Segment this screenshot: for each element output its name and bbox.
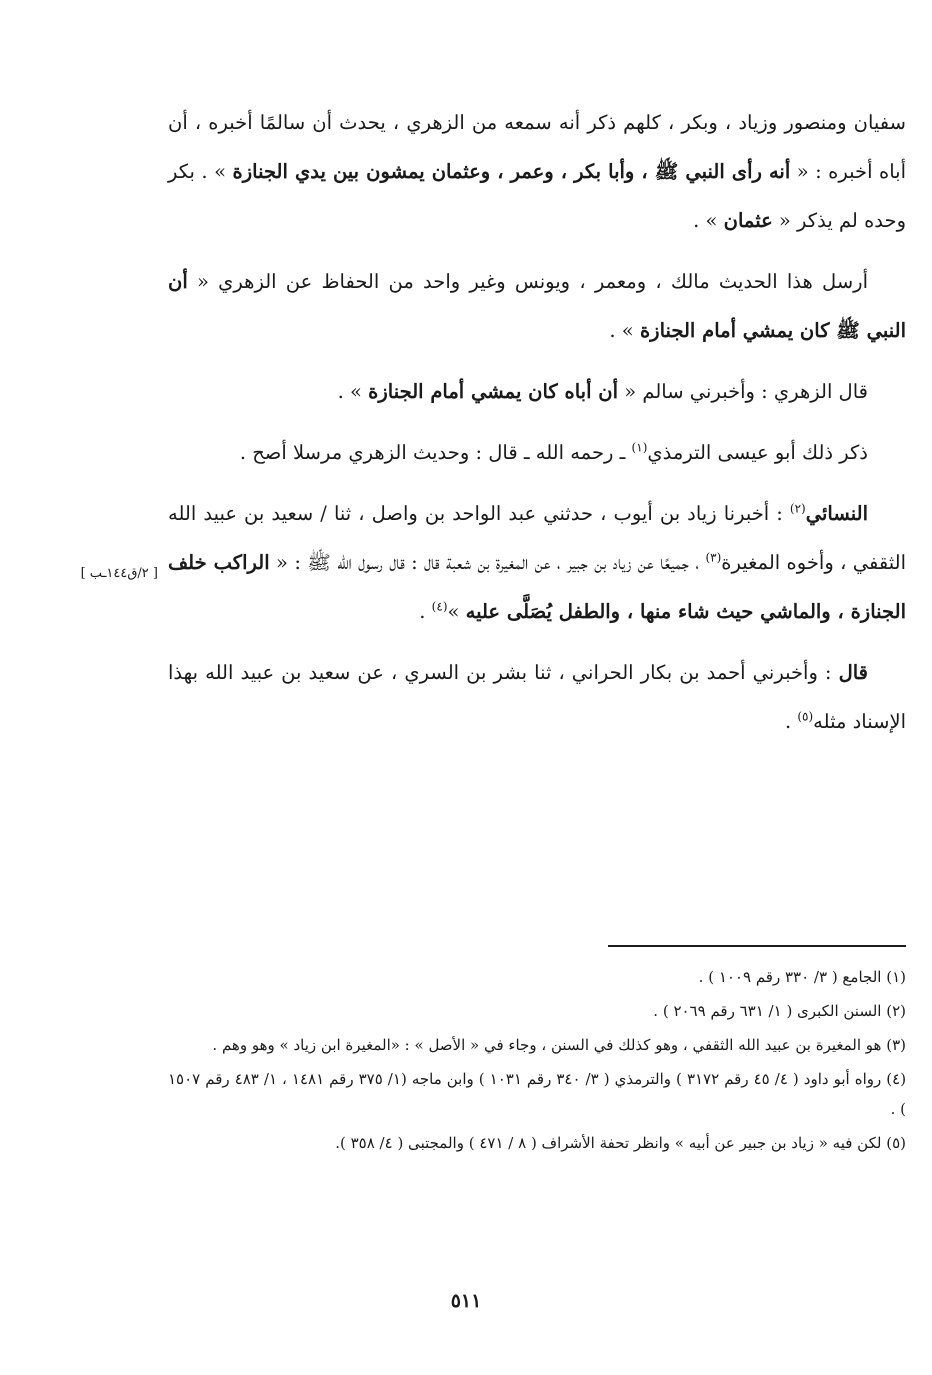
paragraph-5 [168, 489, 906, 636]
footnote-1: (١) الجامع ( ٣/ ٣٣٠ رقم ١٠٠٩ ) . [698, 968, 906, 986]
text-run: » . [693, 209, 724, 232]
source-label: النسائي [805, 502, 868, 525]
paragraph-1 [168, 98, 906, 245]
footnote-ref[interactable]: (٢) [789, 501, 806, 516]
source-label: قال [838, 661, 868, 684]
footnote-ref[interactable]: (٥) [797, 709, 814, 724]
paragraph-2 [168, 257, 906, 355]
footnote-2: (٢) السنن الكبرى ( ١/ ٦٣١ رقم ٢٠٦٩ ) . [653, 1002, 906, 1020]
footnote-separator [608, 945, 906, 947]
text-run: . [419, 600, 432, 623]
text-run: » . [337, 380, 369, 403]
footnotes [168, 962, 906, 1162]
main-text [168, 98, 906, 758]
text-run: : وأخبرني أحمد بن بكار الحراني ، ثنا بشر بن السري ، عن سعيد بن عبيد الله بهذا الإسناد مثله [168, 661, 906, 733]
text-run: » [447, 600, 466, 623]
text-run: سفيان ومنصور وزياد ، وبكر ، كلهم ذكر أنه سمعه من الزهري ، يحدث أن سالمًا أخبره ، أن أباه أخبره : « [168, 111, 906, 183]
hadith-text: أنه رأى النبي ﷺ ، وأبا بكر ، وعمر ، وعثمان يمشون بين يدي الجنازة [232, 160, 791, 183]
text-run: ، جميعًا عن زياد بن جبير ، عن المغيرة بن شعبة قال : قال رسول الله ﷺ : « [269, 551, 706, 574]
text-run: ذكر ذلك أبو عيسى الترمذي [647, 441, 868, 464]
page-number: ٥١١ [450, 1290, 482, 1312]
hadith-text: أن النبي ﷺ كان يمشي أمام الجنازة [168, 270, 906, 342]
hadith-text: عثمان [723, 209, 773, 232]
footnote-ref[interactable]: (٣) [705, 550, 722, 565]
footnote-ref[interactable]: (٤) [431, 599, 448, 614]
footnote-ref[interactable]: (١) [631, 440, 648, 455]
paragraph-3 [168, 367, 906, 416]
text-run: قال الزهري : وأخبرني سالم « [618, 380, 868, 403]
paragraph-6 [168, 648, 906, 746]
text-run: » . [609, 319, 640, 342]
paragraph-4 [168, 428, 906, 477]
hadith-text: الراكب خلف الجنازة ، والماشي حيث شاء منها ، والطفل يُصَلَّى عليه [168, 551, 906, 623]
text-run: » . بكر وحده لم يذكر « [168, 160, 906, 232]
text-run: أرسل هذا الحديث مالك ، ومعمر ، ويونس وغير واحد من الحفاظ عن الزهري « [187, 270, 868, 293]
manuscript-folio-note: [ ٢/ق١٤٤ـب ] [80, 566, 158, 581]
hadith-text: أن أباه كان يمشي أمام الجنازة [368, 380, 619, 403]
footnote-4: (٤) رواه أبو داود ( ٤/ ٤٥ رقم ٣١٧٢ ) والترمذي ( ٣/ ٣٤٠ رقم ١٠٣١ ) وابن ماجه (١/ ٣٧٥ رقم ١٤٨١ ، ١/ ٤٨٣ رقم ١٥٠٧ ) . [168, 1070, 907, 1118]
footnote-3: (٣) هو المغيرة بن عبيد الله الثقفي ، وهو كذلك في السنن ، وجاء في « الأصل » : «المغيرة ابن زياد » وهو وهم . [212, 1036, 906, 1054]
text-run: ـ رحمه الله ـ قال : وحديث الزهري مرسلا أصح . [239, 441, 632, 464]
text-run: . [784, 710, 798, 733]
text-run: : أخبرنا زياد بن أيوب ، حدثني عبد الواحد بن واصل ، ثنا / سعيد بن عبيد الله الثقفي ، وأخوه المغيرة [168, 502, 907, 574]
footnote-5: (٥) لكن فيه « زياد بن جبير عن أبيه » وانظر تحفة الأشراف ( ٨ / ٤٧١ ) والمجتبى ( ٤/ ٣٥٨ ). [335, 1134, 906, 1152]
